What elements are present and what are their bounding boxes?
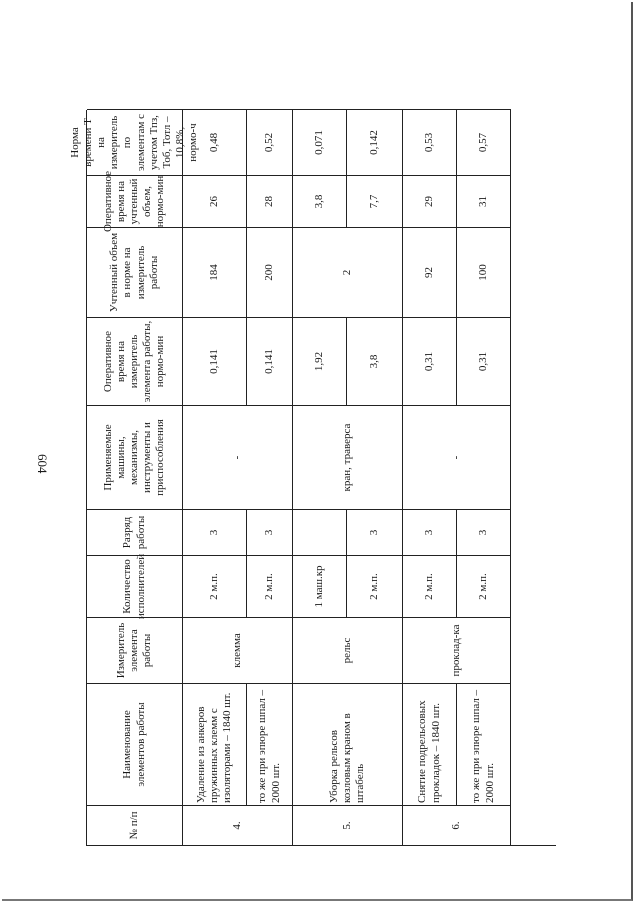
row4a-grade: 3 — [183, 509, 247, 555]
row5b-grade: 3 — [347, 509, 403, 555]
row4b-workers: 2 м.п. — [247, 555, 293, 617]
row4a-norm-volume: 184 — [183, 227, 247, 317]
row6-no: 6. — [403, 805, 511, 845]
row4a-norm-time: 0,48 — [183, 109, 247, 175]
row5b-op-time-elem: 3,8 — [347, 317, 403, 405]
row4b-name: то же при эпюре шпал – 2000 шт. — [247, 683, 293, 805]
row5a-op-time-vol: 3,8 — [293, 175, 347, 227]
row5a-op-time-elem: 1,92 — [293, 317, 347, 405]
row6a-workers: 2 м.п. — [403, 555, 457, 617]
row4b-op-time-vol: 28 — [247, 175, 293, 227]
row6a-name: Снятие подрельсовых прокладок – 1840 шт. — [403, 683, 457, 805]
row6b-norm-volume: 100 — [457, 227, 511, 317]
row6a-grade: 3 — [403, 509, 457, 555]
row6a-op-time-vol: 29 — [403, 175, 457, 227]
row6b-name: то же при эпюре шпал – 2000 шт. — [457, 683, 511, 805]
row6a-op-time-elem: 0,31 — [403, 317, 457, 405]
row5a-norm-time: 0,071 — [293, 109, 347, 175]
row6b-op-time-vol: 31 — [457, 175, 511, 227]
row5-name: Уборка рельсов козловым краном в штабель — [293, 683, 403, 805]
header-workers: Количество исполнителей — [87, 555, 183, 617]
row6b-grade: 3 — [457, 509, 511, 555]
row6-meter: проклад-ка — [403, 617, 511, 683]
row4a-op-time-vol: 26 — [183, 175, 247, 227]
row5-machines: кран, траверса — [293, 405, 403, 509]
header-grade: Разряд работы — [87, 509, 183, 555]
header-op-time-elem: Оперативное время на измеритель элемента работы, нормо-мин — [87, 317, 183, 405]
row4-machines: - — [183, 405, 293, 509]
row5a-grade — [293, 509, 347, 555]
row6a-norm-volume: 92 — [403, 227, 457, 317]
header-no: № п/п — [87, 805, 183, 845]
row5a-workers: 1 маш.кр — [293, 555, 347, 617]
page-number: 604 — [35, 454, 50, 474]
row5-meter: рельс — [293, 617, 403, 683]
row4-no: 4. — [183, 805, 293, 845]
row4b-op-time-elem: 0,141 — [247, 317, 293, 405]
row4b-norm-volume: 200 — [247, 227, 293, 317]
row5b-op-time-vol: 7,7 — [347, 175, 403, 227]
row6a-norm-time: 0,53 — [403, 109, 457, 175]
row4a-name: Удаление из анкеров пружинных клемм с изоляторами – 1840 шт. — [183, 683, 247, 805]
header-machines: Применяемые машины, механизмы, инструменты и приспособления — [87, 405, 183, 509]
header-name: Наименование элементов работы — [87, 683, 183, 805]
row4a-op-time-elem: 0,141 — [183, 317, 247, 405]
row4a-workers: 2 м.п. — [183, 555, 247, 617]
row5b-workers: 2 м.п. — [347, 555, 403, 617]
header-meter: Измеритель элемента работы — [87, 617, 183, 683]
header-op-time-vol: Оперативное время на учтенный объем, нормо-мин — [87, 175, 183, 227]
header-norm-volume: Учтенный объем в норме на измеритель работы — [87, 227, 183, 317]
row6-machines: - — [403, 405, 511, 509]
header-norm-time: Норма времени Т на измеритель по элементам с учетом Тпз, Тоб, Тотл – 10,8%, нормо-ч — [87, 109, 183, 175]
rotated-table-wrapper — [68, 110, 556, 846]
row5-norm-volume: 2 — [293, 227, 403, 317]
row6b-op-time-elem: 0,31 — [457, 317, 511, 405]
norms-table — [68, 110, 556, 846]
row4b-norm-time: 0,52 — [247, 109, 293, 175]
row6b-workers: 2 м.п. — [457, 555, 511, 617]
row4b-grade: 3 — [247, 509, 293, 555]
row5-no: 5. — [293, 805, 403, 845]
row5b-norm-time: 0,142 — [347, 109, 403, 175]
row4-meter: клемма — [183, 617, 293, 683]
row6b-norm-time: 0,57 — [457, 109, 511, 175]
